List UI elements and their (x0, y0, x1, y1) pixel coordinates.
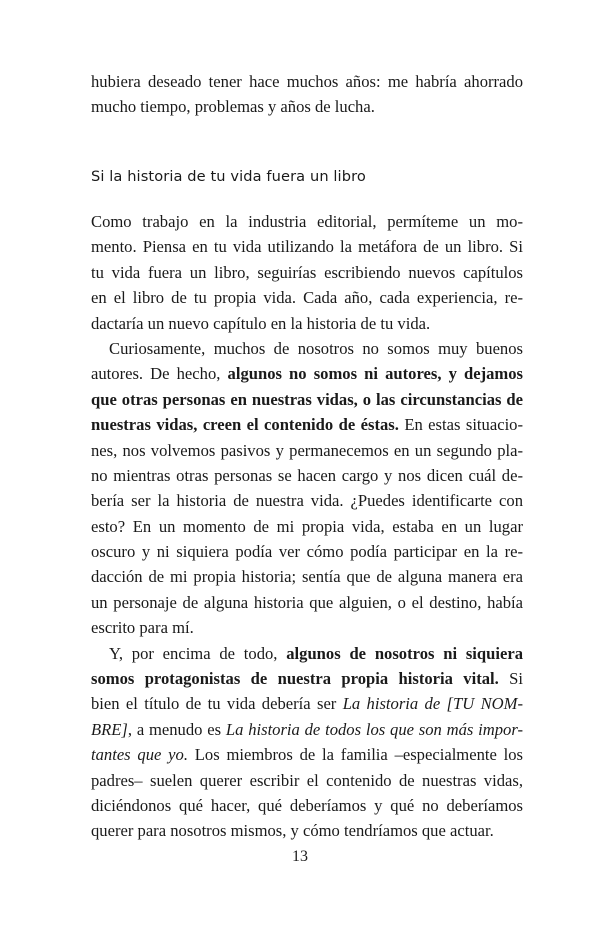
text-line (91, 590, 523, 615)
text-run: Como trabajo en la industria editorial, permíteme un mo- (91, 212, 523, 231)
text-line (91, 691, 523, 716)
text-line (91, 793, 523, 818)
text-line (91, 488, 523, 513)
text-line (91, 514, 523, 539)
text-run: un personaje de alguna historia que alguien, o el destino, había (91, 592, 523, 612)
bold-text: nuestras vidas, creen el contenido de éstas. (91, 415, 399, 435)
text-run: Si (498, 669, 523, 689)
italic-text: La historia de [TU NOM- (342, 694, 523, 714)
text-line (91, 234, 523, 259)
text-run: dactaría un nuevo capítulo en la historia de tu vida. (91, 313, 431, 333)
bold-text: algunos no somos ni autores, y dejamos (227, 364, 523, 384)
text-line: mucho tiempo, problemas y años de lucha. (91, 97, 375, 117)
text-run: bería ser la historia de nuestra vida. ¿Puedes identificarte con (91, 491, 523, 511)
text-line: hubiera deseado tener hace muchos años: me habría ahorrado (91, 72, 523, 91)
text-line (91, 285, 523, 310)
text-run: Curiosamente, muchos de nosotros no somos muy buenos (109, 338, 523, 358)
text-run: oscuro y ni siquiera podía ver cómo podía participar en la re- (91, 542, 523, 562)
text-line (91, 742, 523, 767)
text-line (91, 615, 523, 640)
text-line (91, 768, 523, 793)
text-run: En estas situacio- (398, 415, 523, 435)
text-run: Los miembros de la familia –especialmente los (187, 745, 523, 765)
italic-text: tantes que yo. (91, 745, 188, 765)
text-line (91, 336, 523, 361)
text-line (91, 641, 523, 666)
text-line (91, 717, 523, 742)
text-run: escrito para mí. (91, 618, 194, 638)
text-run: en el libro de tu propia vida. Cada año, cada experiencia, re- (91, 288, 523, 308)
section-heading: Si la historia de tu vida fuera un libro (91, 168, 366, 185)
text-line (91, 361, 523, 386)
body-text (91, 209, 523, 844)
text-run: esto? En un momento de mi propia vida, estaba en un lugar (91, 516, 523, 536)
text-run: autores. De hecho, (91, 364, 228, 384)
text-run: , a menudo es (127, 719, 226, 739)
text-line (91, 666, 523, 691)
text-run: no mientras otras personas se hacen cargo y nos dicen cuál de- (91, 465, 523, 485)
text-line (91, 438, 523, 463)
text-line (91, 387, 523, 412)
text-run: bien el título de tu vida debería ser (91, 694, 343, 714)
text-line (91, 260, 523, 285)
text-line (91, 412, 523, 437)
text-line (91, 539, 523, 564)
text-line (91, 209, 523, 234)
italic-text: La historia de todos los que son más impor- (225, 719, 524, 739)
text-run: diciéndonos qué hacer, qué deberíamos y qué no deberíamos (91, 795, 523, 815)
bold-text: algunos de nosotros ni siquiera (286, 643, 524, 663)
text-run: dacción de mi propia historia; sentía que de alguna manera era (91, 567, 523, 587)
text-line (91, 818, 523, 843)
text-run: querer para nosotros mismos, y cómo tendríamos que actuar. (91, 821, 494, 841)
text-line (91, 311, 523, 336)
page-number: 13 (292, 848, 308, 865)
italic-text: BRE] (91, 719, 128, 739)
text-run: Y, por encima de todo, (109, 643, 287, 663)
text-line (91, 564, 523, 589)
text-run: padres– suelen querer escribir el contenido de nuestras vidas, (91, 770, 523, 790)
text-run: mento. Piensa en tu vida utilizando la metáfora de un libro. Si (91, 237, 523, 257)
bold-text: que otras personas en nuestras vidas, o las circunstancias de (91, 389, 523, 409)
text-run: tu vida fuera un libro, seguirías escribiendo nuevos capítulos (91, 262, 523, 282)
bold-text: somos protagonistas de nuestra propia historia vital. (91, 669, 499, 689)
text-line (91, 463, 523, 488)
intro-paragraph (91, 69, 523, 120)
text-run: nes, nos volvemos pasivos y permanecemos en un segundo pla- (91, 440, 523, 460)
